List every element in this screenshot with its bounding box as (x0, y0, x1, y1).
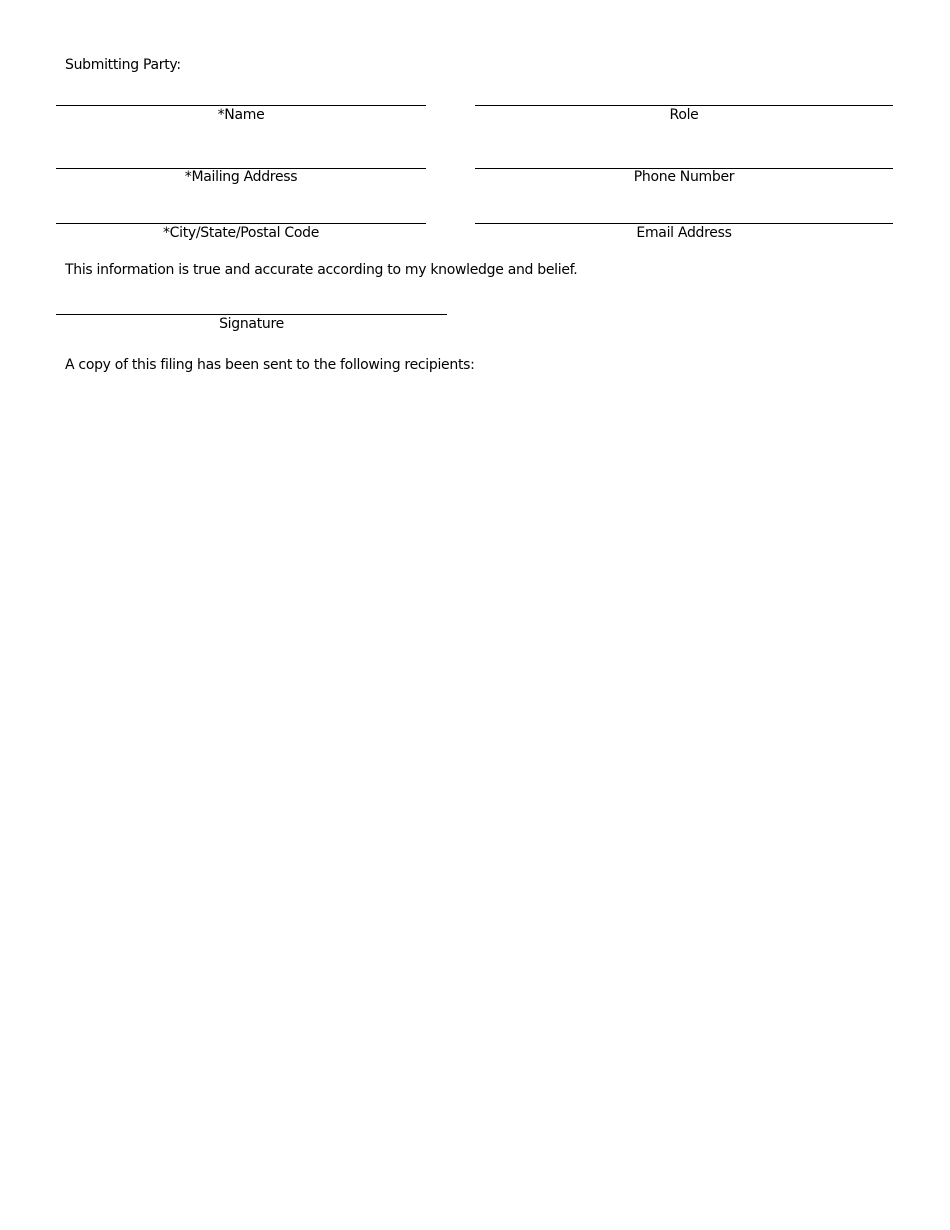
city-state-postal-label: *City/State/Postal Code (162, 225, 320, 241)
name-line[interactable] (56, 105, 426, 106)
section-label: Submitting Party: (65, 57, 181, 73)
email-address-label: Email Address (636, 225, 732, 241)
signature-line[interactable] (56, 314, 447, 315)
signature-label: Signature (219, 316, 284, 332)
mailing-address-label: *Mailing Address (184, 169, 298, 185)
role-line[interactable] (475, 105, 893, 106)
copy-notice-text: A copy of this filing has been sent to the following recipients: (65, 357, 475, 373)
email-address-line[interactable] (475, 223, 893, 224)
role-label: Role (669, 107, 699, 123)
city-state-postal-line[interactable] (56, 223, 426, 224)
attestation-text: This information is true and accurate according to my knowledge and belief. (65, 262, 578, 278)
name-label: *Name (217, 107, 265, 123)
phone-number-label: Phone Number (633, 169, 735, 185)
